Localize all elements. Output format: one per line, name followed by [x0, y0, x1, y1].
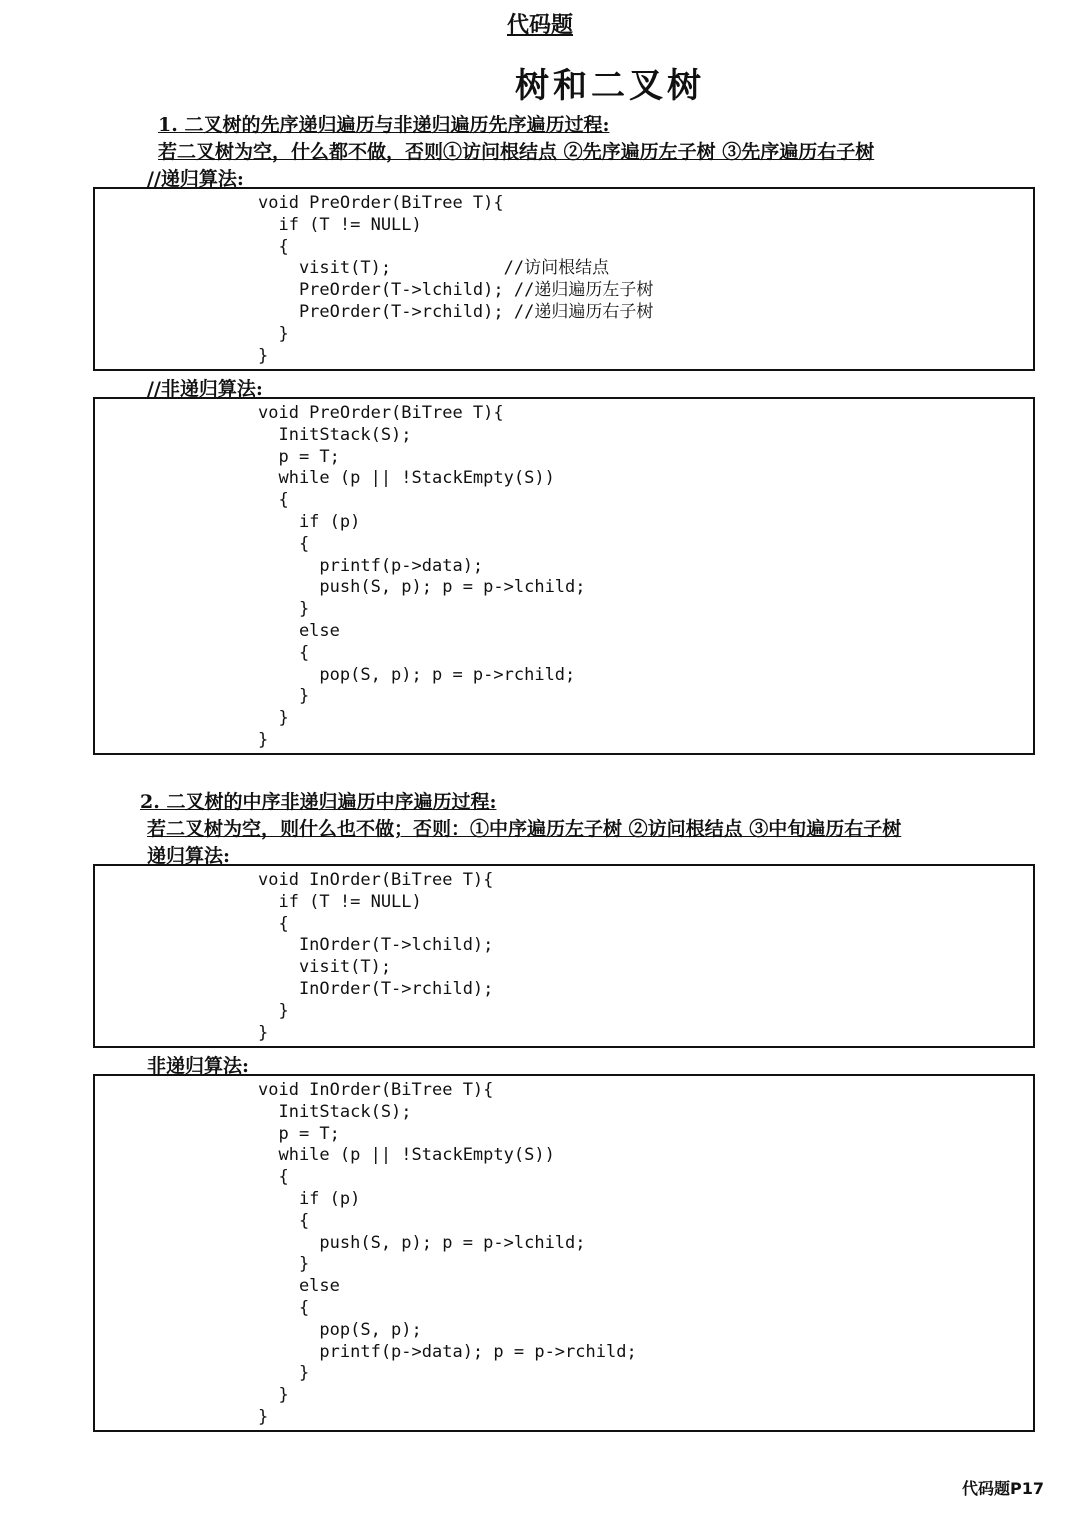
- code-line: visit(T); //访问根结点: [258, 258, 610, 279]
- section1-recursive-code-box: [93, 187, 1035, 371]
- section1-description: 若二叉树为空，什么都不做，否则①访问根结点 ②先序遍历左子树 ③先序遍历右子树: [158, 141, 875, 163]
- code-line: }: [258, 1363, 310, 1384]
- section2-nonrecursive-label: 非递归算法:: [147, 1055, 250, 1077]
- code-line: void InOrder(BiTree T){: [258, 1080, 494, 1100]
- code-line: p = T;: [258, 446, 340, 467]
- code-line: PreOrder(T->rchild); //递归遍历右子树: [258, 301, 654, 322]
- code-line: }: [258, 686, 310, 707]
- section2-recursive-code-box: [93, 864, 1035, 1048]
- code-block: [95, 399, 1033, 752]
- code-line: void PreOrder(BiTree T){: [258, 403, 504, 423]
- code-line: PreOrder(T->lchild); //递归遍历左子树: [258, 280, 654, 301]
- code-line: }: [258, 708, 289, 729]
- code-line: void PreOrder(BiTree T){: [258, 193, 504, 213]
- section1-recursive-label: //递归算法:: [147, 168, 244, 190]
- code-line: {: [258, 1297, 310, 1318]
- section1-nonrecursive-label: //非递归算法:: [147, 378, 263, 400]
- code-block: [95, 1076, 1033, 1429]
- code-line: while (p || !StackEmpty(S)): [258, 1145, 555, 1166]
- page-header: 代码题: [506, 13, 573, 38]
- code-line: {: [258, 1167, 289, 1188]
- code-line: {: [258, 490, 289, 511]
- code-block: [95, 866, 1033, 1044]
- section2-nonrecursive-code-box: [93, 1074, 1035, 1432]
- code-line: printf(p->data); p = p->rchild;: [258, 1341, 637, 1362]
- section2-heading: 2. 二叉树的中序非递归遍历中序遍历过程:: [140, 791, 497, 813]
- code-line: {: [258, 642, 310, 663]
- code-line: push(S, p); p = p->lchild;: [258, 1232, 586, 1253]
- code-line: push(S, p); p = p->lchild;: [258, 577, 586, 598]
- code-line: InitStack(S);: [258, 1101, 412, 1122]
- code-line: }: [258, 599, 310, 620]
- page-title: 树和二叉树: [515, 66, 705, 106]
- code-line: InitStack(S);: [258, 424, 412, 445]
- section1-heading: 1. 二叉树的先序递归遍历与非递归遍历先序遍历过程:: [158, 114, 610, 136]
- code-line: if (T != NULL): [258, 891, 422, 912]
- code-line: pop(S, p);: [258, 1319, 422, 1340]
- section1-nonrecursive-code-box: [93, 397, 1035, 755]
- code-line: void InOrder(BiTree T){: [258, 870, 494, 890]
- code-line: visit(T);: [258, 957, 392, 978]
- code-line: }: [258, 1022, 269, 1043]
- code-line: InOrder(T->rchild);: [258, 978, 494, 999]
- code-line: {: [258, 913, 289, 934]
- code-line: }: [258, 1385, 289, 1406]
- code-line: }: [258, 345, 269, 366]
- code-line: else: [258, 1276, 340, 1297]
- code-line: {: [258, 533, 310, 554]
- code-line: if (T != NULL): [258, 214, 422, 235]
- code-line: }: [258, 1406, 269, 1427]
- code-line: }: [258, 323, 289, 344]
- code-line: pop(S, p); p = p->rchild;: [258, 664, 576, 685]
- code-line: printf(p->data);: [258, 555, 484, 576]
- code-block: [95, 189, 1033, 367]
- code-line: if (p): [258, 1188, 361, 1209]
- code-line: }: [258, 1000, 289, 1021]
- code-line: p = T;: [258, 1123, 340, 1144]
- section2-recursive-label: 递归算法:: [147, 845, 231, 867]
- code-line: {: [258, 1210, 310, 1231]
- page-footer: 代码题P17: [962, 1479, 1044, 1498]
- code-line: InOrder(T->lchild);: [258, 935, 494, 956]
- section2-description: 若二叉树为空，则什么也不做；否则：①中序遍历左子树 ②访问根结点 ③中旬遍历右子树: [147, 818, 902, 840]
- code-line: if (p): [258, 511, 361, 532]
- code-line: while (p || !StackEmpty(S)): [258, 468, 555, 489]
- code-line: else: [258, 620, 340, 641]
- code-line: {: [258, 236, 289, 257]
- code-line: }: [258, 1254, 310, 1275]
- code-line: }: [258, 729, 269, 750]
